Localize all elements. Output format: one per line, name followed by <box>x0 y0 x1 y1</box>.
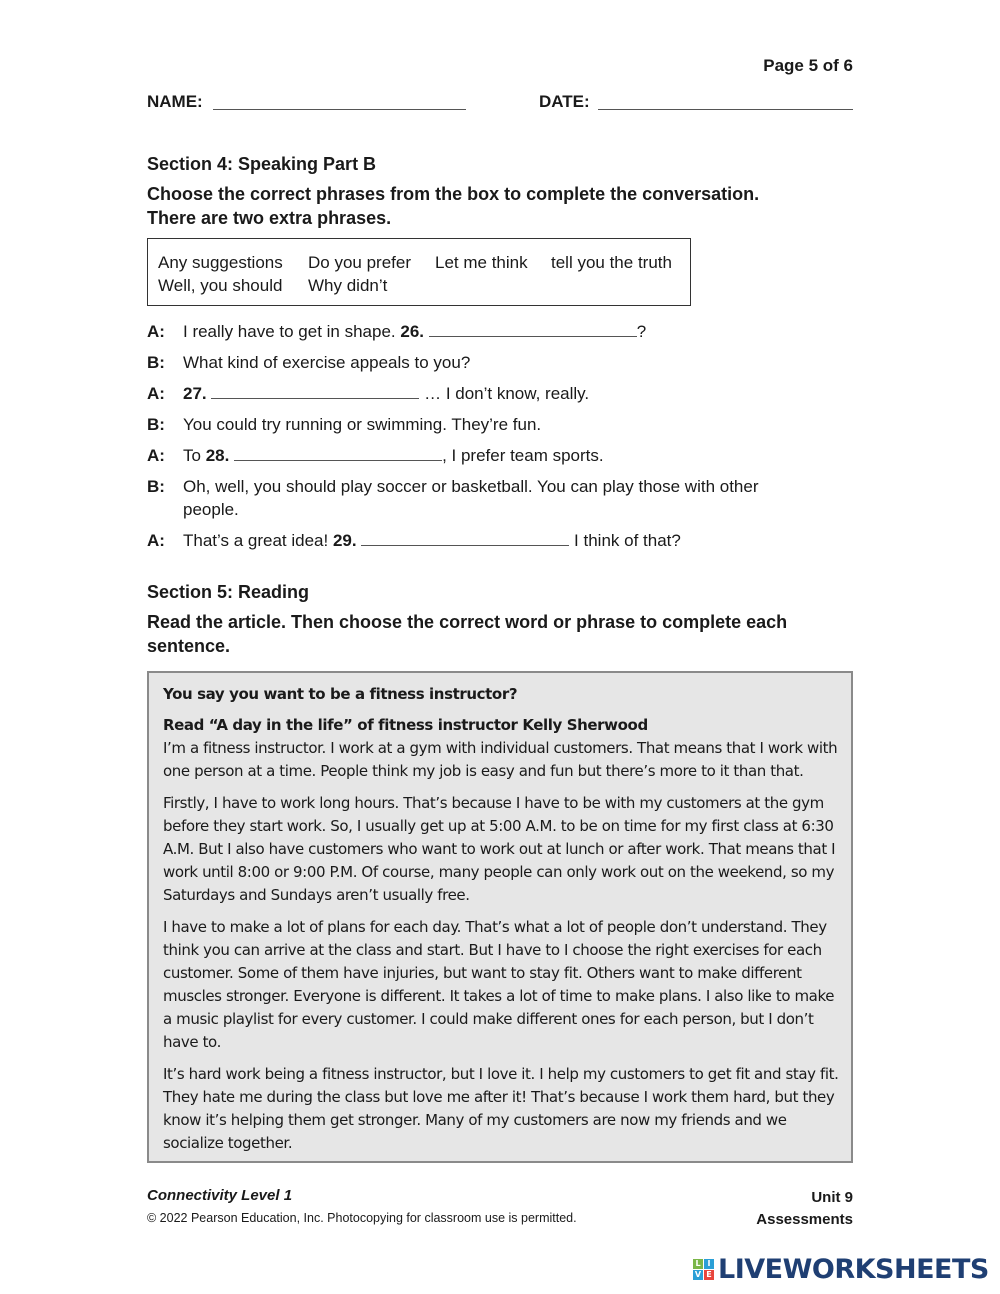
article-paragraph: It’s hard work being a fitness instructor, but I love it. I help my customers to get fit and stay fit. They hate me during the class but love me after it! That’s because I work them hard, but they know it’s helping them get stronger. Many of my customers are now my friends and we socialize together. <box>163 1065 839 1152</box>
assessments-label: Assessments <box>756 1211 853 1228</box>
question-number: 29. <box>332 531 357 550</box>
question-number: 28. <box>205 446 230 465</box>
book-title: Connectivity Level 1 <box>147 1187 293 1204</box>
dialogue-text: Oh, well, you should play soccer or basketball. You can play those with other people. <box>183 477 759 519</box>
date-field[interactable] <box>598 109 853 110</box>
answer-blank-28[interactable] <box>234 444 442 461</box>
speaker-label: A: <box>147 322 165 341</box>
question-number: 27. <box>183 384 207 403</box>
dialogue-line <box>147 475 853 521</box>
logo-tile: V <box>694 1269 702 1279</box>
answer-blank-26[interactable] <box>429 320 637 337</box>
speaker-label: B: <box>147 353 165 372</box>
dialogue-line <box>147 413 853 436</box>
article-paragraph: I have to make a lot of plans for each day. That’s what a lot of people don’t understand. They think you can arrive at the class and start. But I have to I choose the right exercises for each customer. Some of them have injuries, but want to stay fit. Others want to make different muscles stronger. Everyone is different. It takes a lot of time to make plans. I also like to make a music playlist for every customer. I could make different ones for each person, but I don’t have to. <box>163 918 835 1051</box>
unit-number: Unit 9 <box>811 1189 853 1206</box>
instruction-line: Choose the correct phrases from the box to complete the conversation. <box>147 184 760 204</box>
section5-instructions: Read the article. Then choose the correct word or phrase to complete each sentence. <box>147 612 788 656</box>
dialogue-text: What kind of exercise appeals to you? <box>183 353 471 372</box>
page-indicator: Page 5 of 6 <box>763 56 853 75</box>
article-paragraph: I’m a fitness instructor. I work at a gym with individual customers. That means that I work with one person at a time. People think my job is easy and fun but there’s more to it than that. <box>163 739 838 780</box>
dialogue-text: ? <box>636 322 647 341</box>
speaker-label: B: <box>147 477 165 496</box>
phrase-option: Why didn’t <box>308 276 388 295</box>
copyright-notice: © 2022 Pearson Education, Inc. Photocopying for classroom use is permitted. <box>147 1211 577 1225</box>
dialogue-text: I really have to get in shape. <box>183 322 401 341</box>
speaker-label: A: <box>147 531 165 550</box>
phrase-box <box>147 238 691 306</box>
article-subtitle: Read “A day in the life” of fitness instructor Kelly Sherwood <box>163 716 648 734</box>
dialogue-text: … I don’t know, really. <box>419 384 590 403</box>
dialogue-text: You could try running or swimming. They’re fun. <box>183 415 542 434</box>
answer-blank-29[interactable] <box>361 529 569 546</box>
name-label: NAME: <box>147 92 203 111</box>
article-box <box>147 671 853 1163</box>
article-paragraph: Firstly, I have to work long hours. That’s because I have to be with my customers at the gym before they start work. So, I usually get up at 5:00 A.M. to be on time for my first class at 6:30 A.M. But I also have customers who want to work out at lunch or after work. That means that I work until 8:00 or 9:00 P.M. Of course, many people can only work out on the weekend, so my Saturdays and Sundays aren’t usually free. <box>163 794 836 904</box>
section4-title: Section 4: Speaking Part B <box>147 154 377 174</box>
speaker-label: A: <box>147 446 165 465</box>
answer-blank-27[interactable] <box>211 382 419 399</box>
logo-text: LIVEWORKSHEETS <box>718 1253 989 1285</box>
dialogue-text: , I prefer team sports. <box>442 446 604 465</box>
phrase-option: tell you the truth <box>551 253 672 272</box>
instruction-line: There are two extra phrases. <box>147 208 392 228</box>
phrase-option: Let me think <box>435 253 528 272</box>
phrase-option: Do you prefer <box>308 253 411 272</box>
dialogue-line <box>147 529 853 552</box>
name-field[interactable] <box>213 109 466 110</box>
dialogue-text: That’s a great idea! <box>183 531 333 550</box>
question-number: 26. <box>400 322 424 341</box>
dialogue-line <box>147 320 853 343</box>
phrase-option: Well, you should <box>158 276 283 295</box>
article-title: You say you want to be a fitness instructor? <box>163 685 518 703</box>
section5-title: Section 5: Reading <box>147 582 310 602</box>
liveworksheets-logo[interactable] <box>693 1254 989 1284</box>
phrase-option: Any suggestions <box>158 253 283 272</box>
logo-tile: L <box>693 1259 703 1269</box>
logo-tiles-icon <box>693 1259 714 1280</box>
date-label: DATE: <box>539 92 590 111</box>
dialogue-text: I think of that? <box>569 531 681 550</box>
logo-tile: E <box>704 1270 714 1280</box>
unit-label <box>756 1187 853 1231</box>
dialogue-text: To <box>183 446 206 465</box>
speaker-label: A: <box>147 384 165 403</box>
logo-tile: I <box>704 1259 714 1269</box>
speaker-label: B: <box>147 415 165 434</box>
section4-instructions <box>147 182 853 230</box>
dialogue-line <box>147 382 853 405</box>
dialogue-line <box>147 444 853 467</box>
dialogue-line <box>147 351 853 374</box>
